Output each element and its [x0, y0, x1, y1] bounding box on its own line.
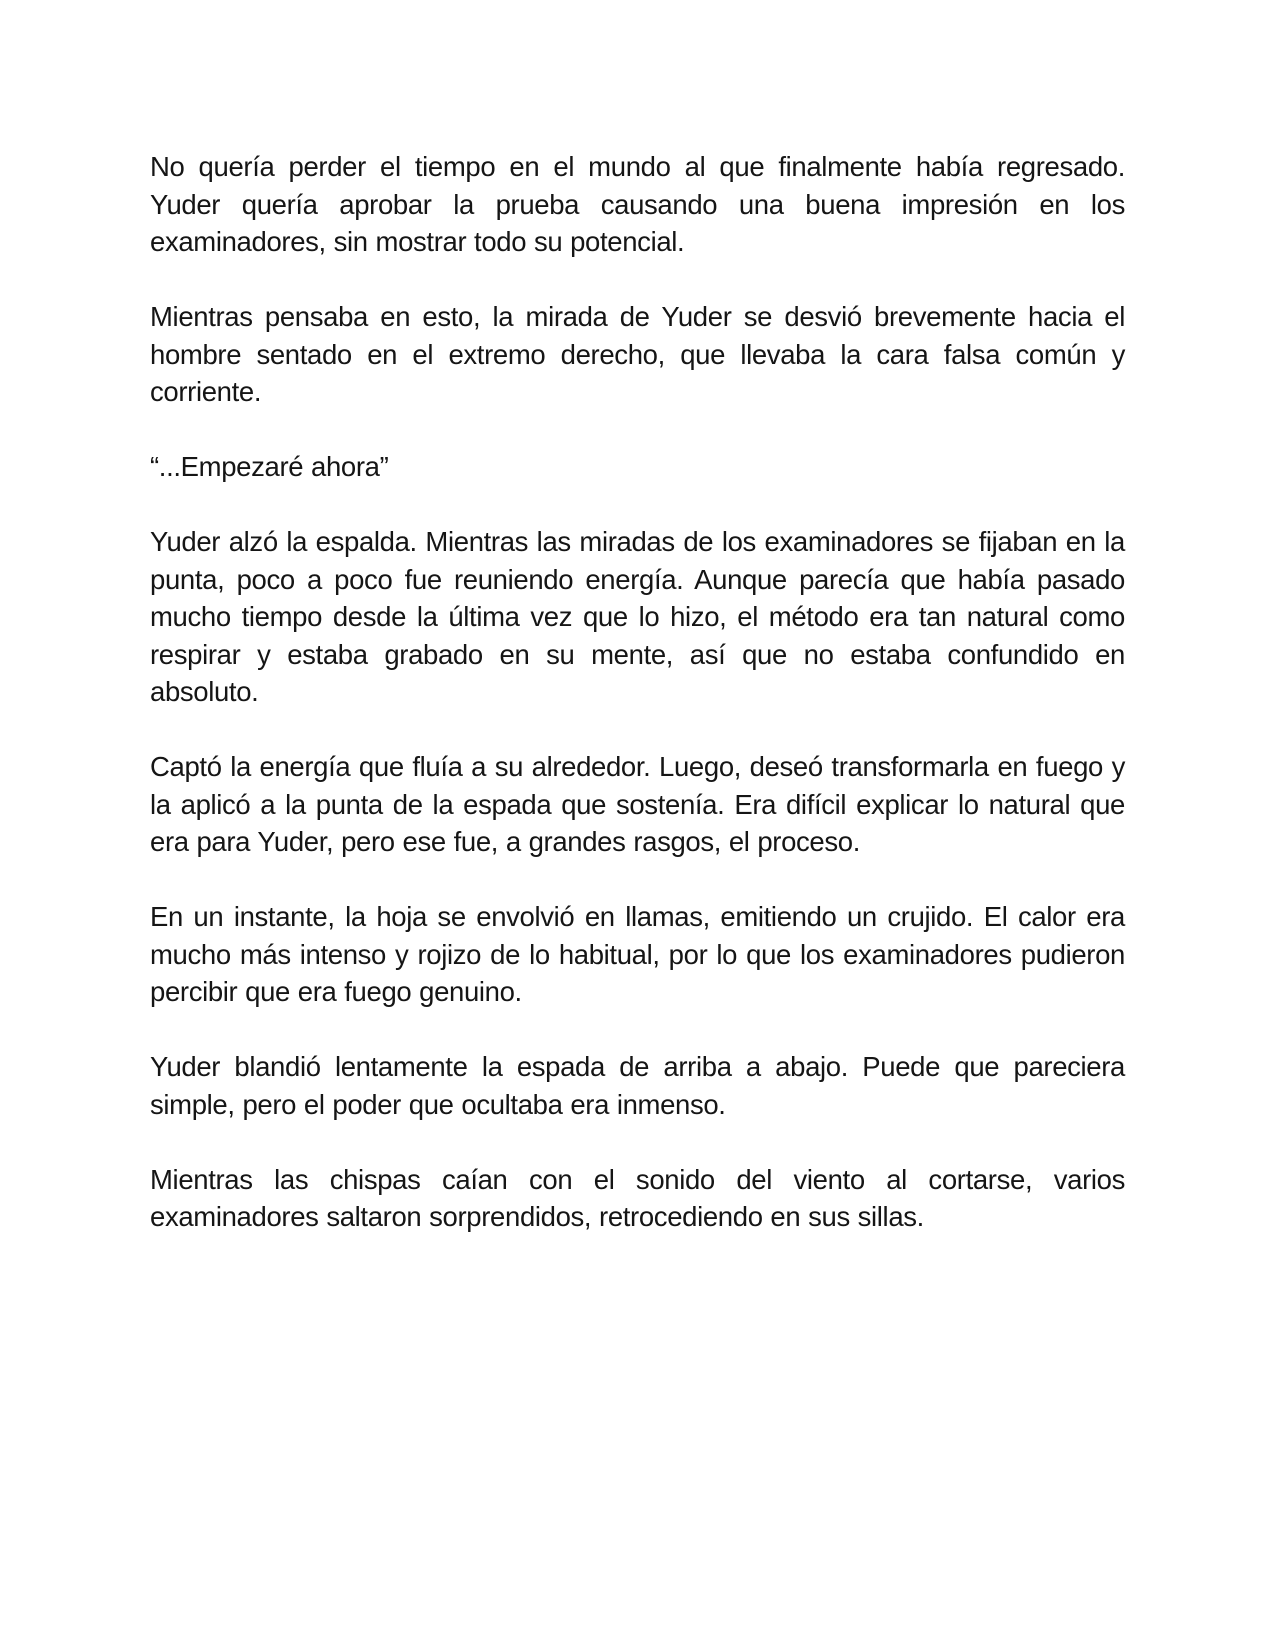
document-body	[150, 148, 1125, 1236]
paragraph-7: Yuder blandió lentamente la espada de arriba a abajo. Puede que pareciera simple, pero el poder que ocultaba era inmenso.	[150, 1051, 1125, 1120]
paragraph-8: Mientras las chispas caían con el sonido del viento al cortarse, varios examinadores saltaron sorprendidos, retrocediendo en sus sillas.	[150, 1163, 1125, 1232]
paragraph-2: Mientras pensaba en esto, la mirada de Yuder se desvió brevemente hacia el hombre sentado en el extremo derecho, que llevaba la cara falsa común y corriente.	[150, 301, 1125, 407]
paragraph-6: En un instante, la hoja se envolvió en llamas, emitiendo un crujido. El calor era mucho más intenso y rojizo de lo habitual, por lo que los examinadores pudieron percibir que era fuego genuino.	[150, 901, 1125, 1007]
paragraph-3-dialogue: “...Empezaré ahora”	[150, 451, 389, 482]
paragraph-1: No quería perder el tiempo en el mundo al que finalmente había regresado. Yuder quería aprobar la prueba causando una buena impresión en los examinadores, sin mostrar todo su potencial.	[150, 151, 1125, 257]
paragraph-4: Yuder alzó la espalda. Mientras las miradas de los examinadores se fijaban en la punta, poco a poco fue reuniendo energía. Aunque parecía que había pasado mucho tiempo desde la última vez que lo hizo, el método era tan natural como respirar y estaba grabado en su mente, así que no estaba confundido en absoluto.	[150, 526, 1125, 707]
paragraph-5: Captó la energía que fluía a su alrededor. Luego, deseó transformarla en fuego y la aplicó a la punta de la espada que sostenía. Era difícil explicar lo natural que era para Yuder, pero ese fue, a grandes rasgos, el proceso.	[150, 751, 1125, 857]
